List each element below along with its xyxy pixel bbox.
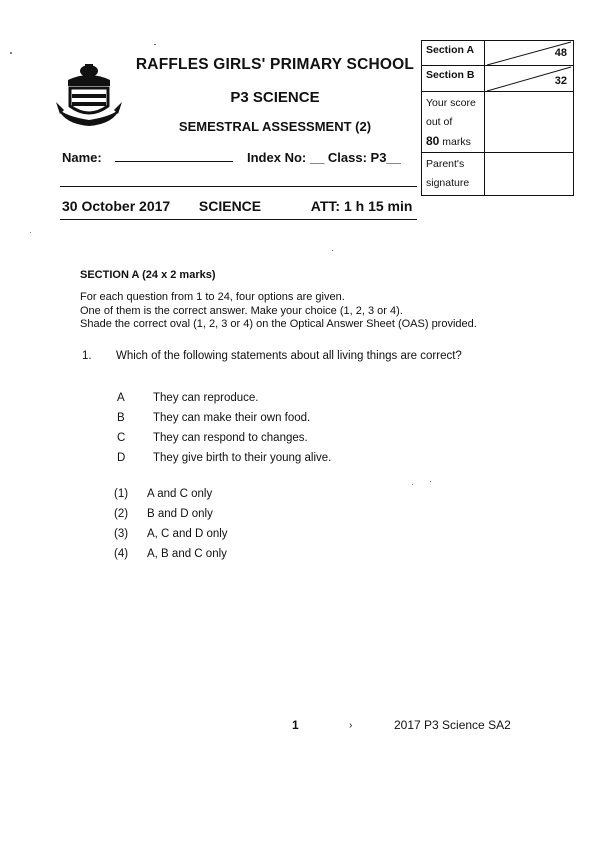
scan-speck <box>10 52 12 54</box>
footer-title: 2017 P3 Science SA2 <box>394 718 511 732</box>
option-text: A, B and C only <box>147 548 227 560</box>
total-marks-number: 80 <box>426 134 440 148</box>
header-divider <box>60 186 417 187</box>
exam-date: 30 October 2017 <box>62 198 171 214</box>
section-b-total: 32 <box>554 75 567 87</box>
index-label: Index No: __ <box>247 150 325 165</box>
parent-signature-label <box>422 153 485 196</box>
scan-speck <box>154 44 156 45</box>
option-number: (2) <box>114 508 129 520</box>
statement-letter: C <box>117 432 126 444</box>
statement-letter: B <box>117 412 125 424</box>
score-box <box>421 40 574 196</box>
instruction-line: For each question from 1 to 24, four options are given. <box>80 291 345 303</box>
assessment-title: SEMESTRAL ASSESSMENT (2) <box>178 119 372 134</box>
section-b-score-cell <box>485 66 574 92</box>
parent-text: Parent's <box>426 158 465 170</box>
out-of-text: out of <box>426 116 453 128</box>
your-score-label <box>422 92 485 153</box>
class-label: Class: P3__ <box>327 150 401 165</box>
total-marks-unit: marks <box>442 136 471 148</box>
section-a-total: 48 <box>554 47 567 59</box>
section-a-label: Section A <box>422 41 485 66</box>
section-b-label: Section B <box>422 66 485 92</box>
scan-speck <box>430 481 431 482</box>
scan-speck <box>412 484 413 485</box>
option-text: A, C and D only <box>147 528 228 540</box>
section-a-score-cell <box>485 41 574 66</box>
score-entry-cell <box>485 92 574 153</box>
statement-text: They give birth to their young alive. <box>153 452 332 464</box>
name-label: Name: <box>62 150 102 165</box>
total-marks <box>426 132 480 152</box>
school-name: RAFFLES GIRLS' PRIMARY SCHOOL <box>135 56 415 73</box>
scan-speck <box>30 232 31 233</box>
option-number: (1) <box>114 488 129 500</box>
section-title: SECTION A (24 x 2 marks) <box>80 269 216 281</box>
signature-text: signature <box>426 177 470 189</box>
option-number: (4) <box>114 548 129 560</box>
instruction-line: One of them is the correct answer. Make your choice (1, 2, 3 or 4). <box>80 304 403 317</box>
instruction-line: Shade the correct oval (1, 2, 3 or 4) on the Optical Answer Sheet (OAS) provided. <box>80 318 477 330</box>
question-number: 1. <box>82 350 92 362</box>
option-text: B and D only <box>147 508 213 520</box>
subject-title: P3 SCIENCE <box>230 89 320 106</box>
paper-name: SCIENCE <box>198 198 262 214</box>
statement-text: They can make their own food. <box>153 412 311 424</box>
statement-text: They can reproduce. <box>153 392 259 404</box>
question-text: Which of the following statements about all living things are correct? <box>116 350 462 362</box>
parent-signature-cell <box>485 153 574 196</box>
footer-mark: › <box>349 720 353 731</box>
option-number: (3) <box>114 528 129 540</box>
statement-text: They can respond to changes. <box>153 432 308 444</box>
exam-duration: ATT: 1 h 15 min <box>310 198 413 214</box>
statement-letter: D <box>117 452 126 464</box>
statement-letter: A <box>117 392 125 404</box>
scan-speck <box>332 250 333 251</box>
exam-info-line <box>62 198 412 214</box>
your-score-text: Your score <box>426 97 476 109</box>
page-number: 1 <box>292 718 299 732</box>
option-text: A and C only <box>147 488 213 500</box>
student-id-line <box>62 150 401 165</box>
name-blank <box>115 151 233 162</box>
date-underline <box>60 219 417 220</box>
section-instructions <box>80 291 477 332</box>
school-crest-logo <box>54 62 124 132</box>
